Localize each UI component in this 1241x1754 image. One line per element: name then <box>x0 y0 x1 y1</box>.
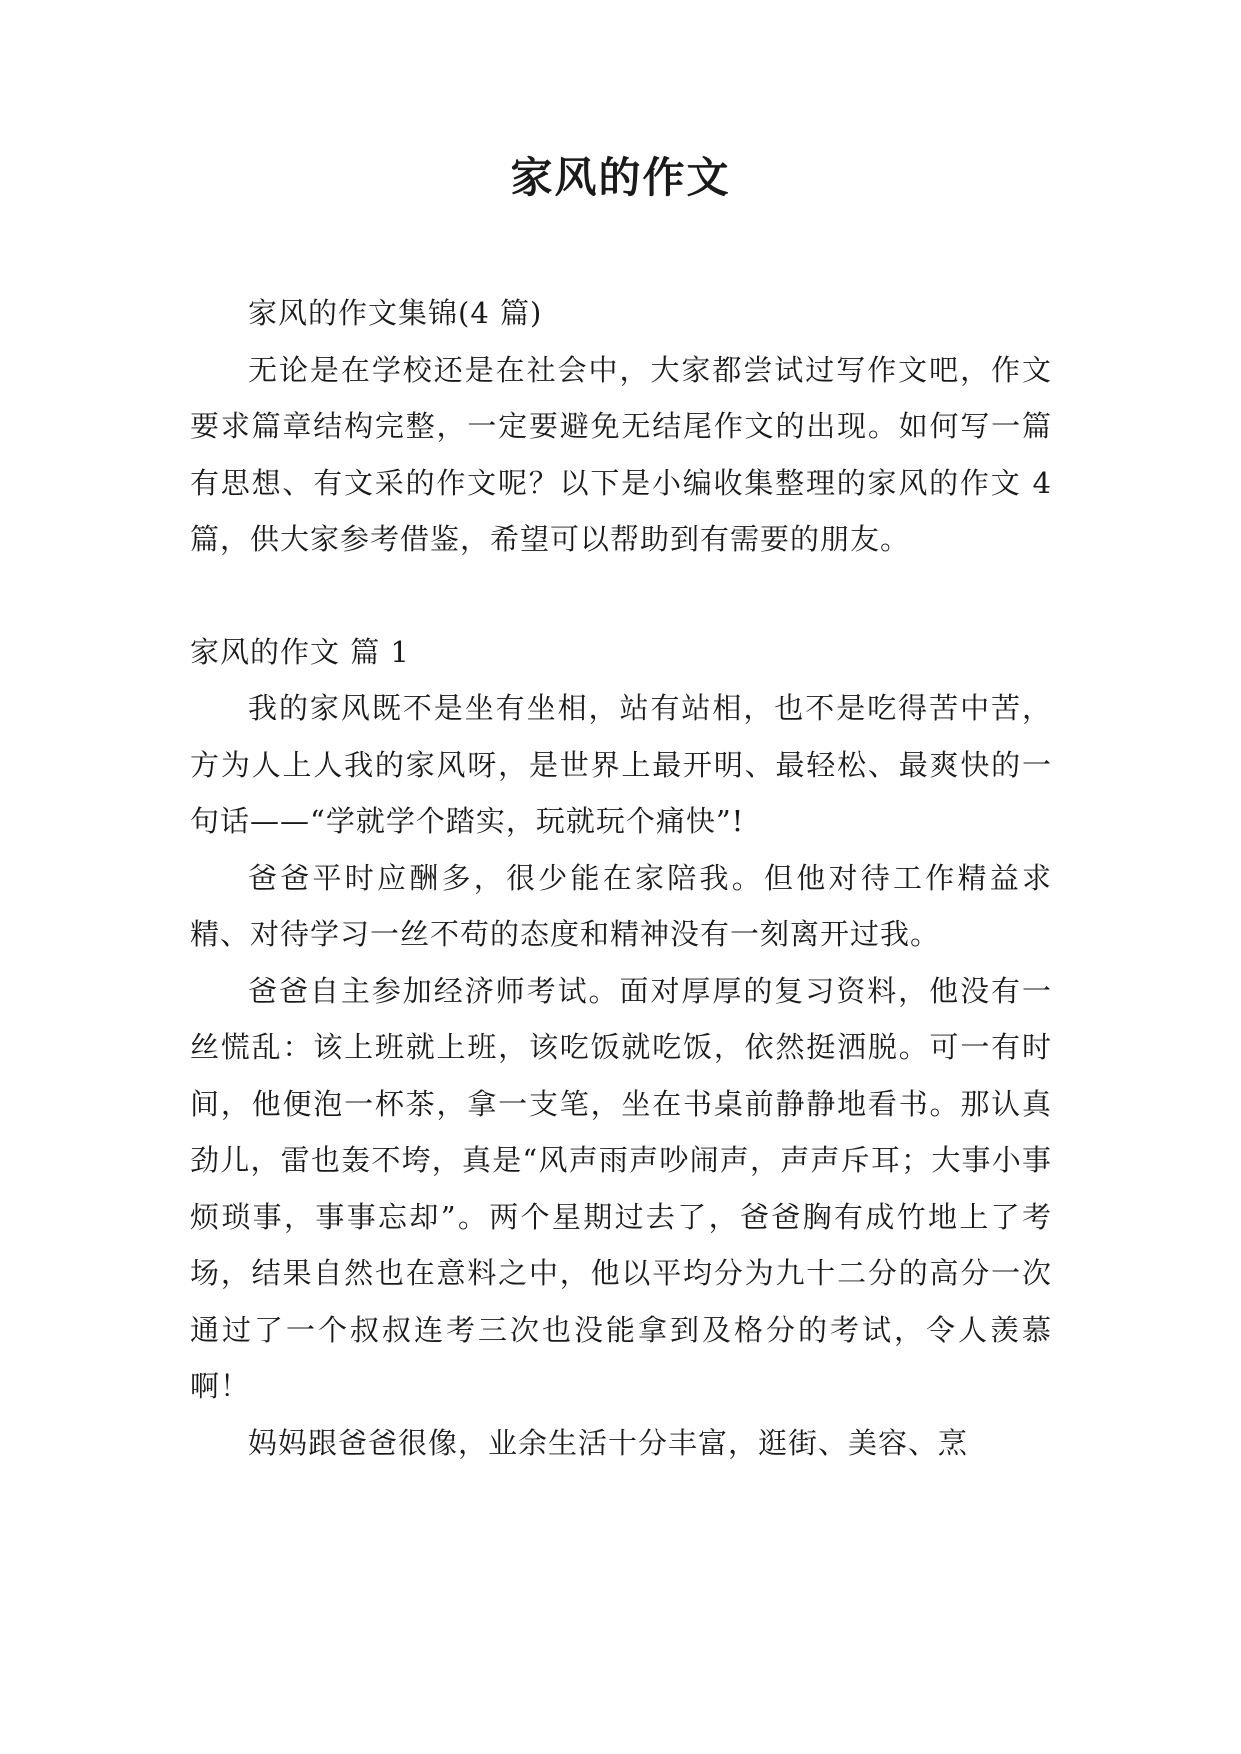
intro-paragraph: 无论是在学校还是在社会中，大家都尝试过写作文吧，作文要求篇章结构完整，一定要避免无结尾作文的出现。如何写一篇有思想、有文采的作文呢？以下是小编收集整理的家风的作文 4 篇，供大家参考借鉴，希望可以帮助到有需要的朋友。 <box>190 352 1052 556</box>
body-paragraph: 爸爸平时应酬多，很少能在家陪我。但他对待工作精益求精、对待学习一丝不苟的态度和精神没有一刻离开过我。 <box>190 860 1052 951</box>
body-paragraph: 爸爸自主参加经济师考试。面对厚厚的复习资料，他没有一丝慌乱：该上班就上班，该吃饭就吃饭，依然挺洒脱。可一有时间，他便泡一杯茶，拿一支笔，坐在书桌前静静地看书。那认真劲儿，雷也轰不垮，真是“风声雨声吵闹声，声声斥耳；大事小事烦琐事，事事忘却”。两个星期过去了，爸爸胸有成竹地上了考场，结果自然也在意料之中，他以平均分为九十二分的高分一次通过了一个叔叔连考三次也没能拿到及格分的考试，令人羡慕啊！ <box>190 973 1052 1403</box>
document-title: 家风的作文 <box>510 153 731 202</box>
section-heading: 家风的作文 篇 1 <box>190 634 410 669</box>
document-body <box>190 285 1052 1471</box>
body-paragraph: 妈妈跟爸爸很像，业余生活十分丰富，逛街、美容、烹 <box>248 1425 969 1460</box>
collection-subtitle: 家风的作文集锦(4 篇) <box>248 296 543 330</box>
body-paragraph: 我的家风既不是坐有坐相，站有站相，也不是吃得苦中苦，方为人上人我的家风呀，是世界上最开明、最轻松、最爽快的一句话——“学就学个踏实，玩就玩个痛快”! <box>190 691 1052 838</box>
